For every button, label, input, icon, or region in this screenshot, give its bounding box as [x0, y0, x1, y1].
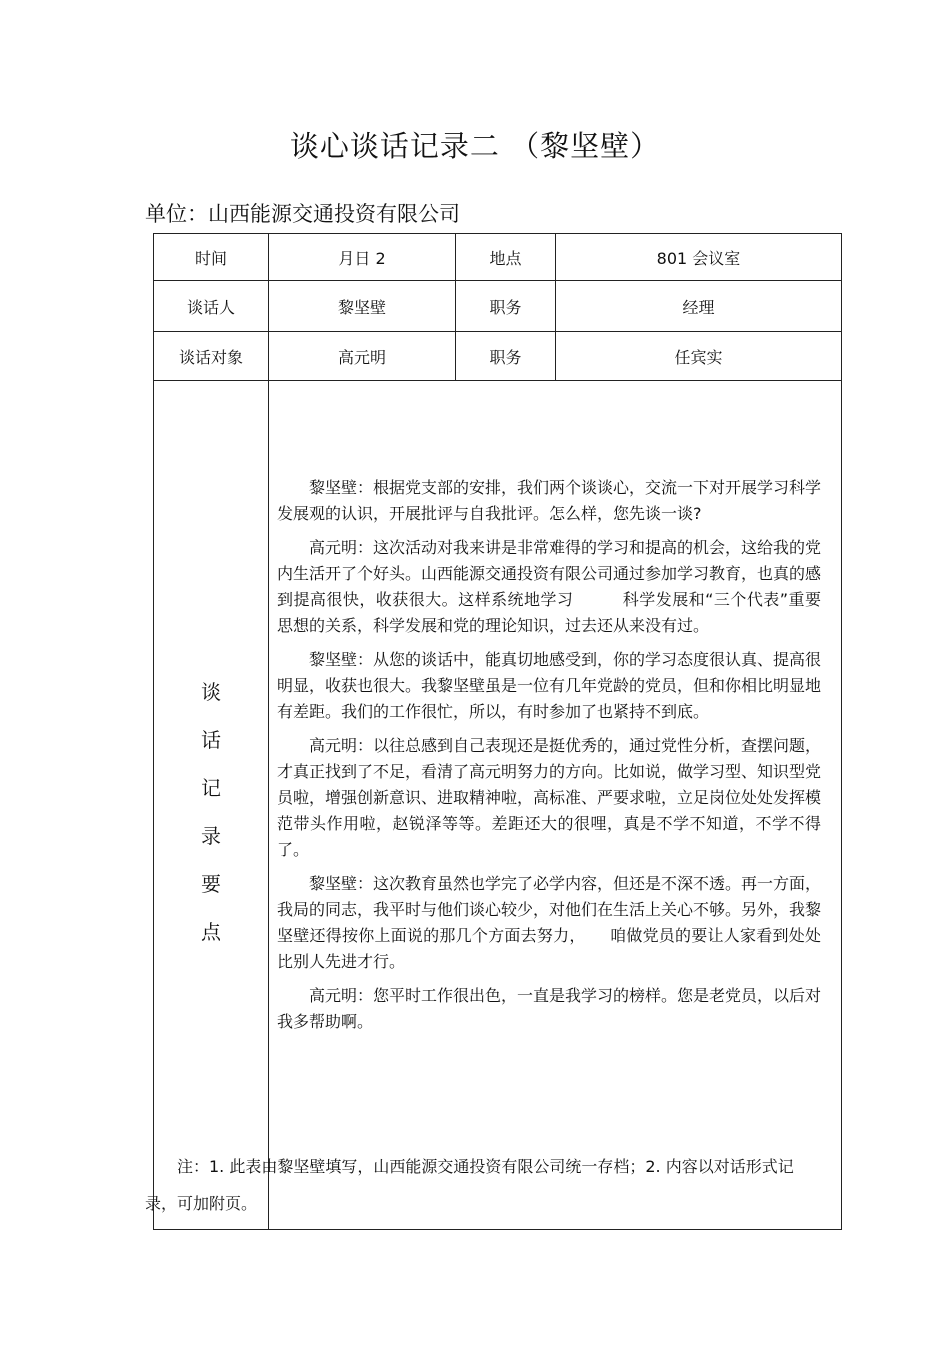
target-value: 高元明: [269, 332, 456, 381]
table-row: [154, 281, 842, 332]
record-label-char: 记: [201, 776, 221, 800]
document-title: 谈心谈话记录二 （黎坚壁）: [289, 129, 661, 163]
record-label-char: 要: [201, 872, 221, 896]
table-row: [154, 381, 842, 1230]
dialogue-paragraph: 高元明：您平时工作很出色，一直是我学习的榜样。您是老党员，以后对我多帮助啊。: [277, 986, 822, 1031]
dialogue-paragraph: 高元明：这次活动对我来讲是非常难得的学习和提高的机会，这给我的党内生活开了个好头。山西能源交通投资有限公司通过参加学习教育，也真的感到提高很快，收获很大。这样系统地学习 科学发展和“三个代表”重要思想的关系，科学发展和党的理论知识，过去还从来没有过。: [277, 538, 822, 635]
record-label-char: 谈: [201, 680, 221, 704]
table-row: [154, 332, 842, 381]
record-label-char: 点: [201, 920, 221, 944]
record-label-cell: [154, 381, 269, 1230]
place-label: 地点: [456, 234, 556, 281]
target-position-value: 任宾实: [556, 332, 842, 381]
speaker-value: 黎坚壁: [269, 281, 456, 332]
speaker-label: 谈话人: [154, 281, 269, 332]
time-label: 时间: [154, 234, 269, 281]
table-row: [154, 234, 842, 281]
record-label: [154, 665, 268, 945]
time-value: 月日 2: [269, 234, 456, 281]
dialogue-paragraph: 黎坚壁：从您的谈话中，能真切地感受到，你的学习态度很认真、提高很明显，收获也很大。我黎坚壁虽是一位有几年党龄的党员，但和你相比明显地有差距。我们的工作很忙，所以，有时参加了也紧持不到底。: [277, 650, 822, 721]
record-label-char: 录: [201, 824, 221, 848]
speaker-position-label: 职务: [456, 281, 556, 332]
record-label-char: 话: [201, 728, 221, 752]
target-position-label: 职务: [456, 332, 556, 381]
record-content: [269, 381, 842, 1230]
place-value: 801 会议室: [556, 234, 842, 281]
dialogue-paragraph: 高元明：以往总感到自己表现还是挺优秀的，通过党性分析，查摆问题，才真正找到了不足，看清了高元明努力的方向。比如说，做学习型、知识型党员啦，增强创新意识、进取精神啦，高标准、严要求啦，立足岗位处处发挥模范带头作用啦，赵锐泽等等。差距还大的很哩，真是不学不知道，不学不得了。: [277, 736, 822, 859]
dialogue-paragraph: 黎坚壁：根据党支部的安排，我们两个谈谈心，交流一下对开展学习科学发展观的认识，开展批评与自我批评。怎么样，您先谈一谈?: [277, 478, 822, 523]
dialogue-paragraph: 黎坚壁：这次教育虽然也学完了必学内容，但还是不深不透。再一方面，我局的同志，我平时与他们谈心较少，对他们在生活上关心不够。另外，我黎坚壁还得按你上面说的那几个方面去努力， 咱做党员的要让人家看到处处比别人先进才行。: [277, 874, 822, 971]
unit-line: 单位：山西能源交通投资有限公司: [145, 202, 460, 226]
record-table: [153, 233, 842, 1230]
footnote: 注：1. 此表由黎坚壁填写，山西能源交通投资有限公司统一存档；2. 内容以对话形式记录，可加附页。: [145, 1157, 794, 1213]
speaker-position-value: 经理: [556, 281, 842, 332]
target-label: 谈话对象: [154, 332, 269, 381]
